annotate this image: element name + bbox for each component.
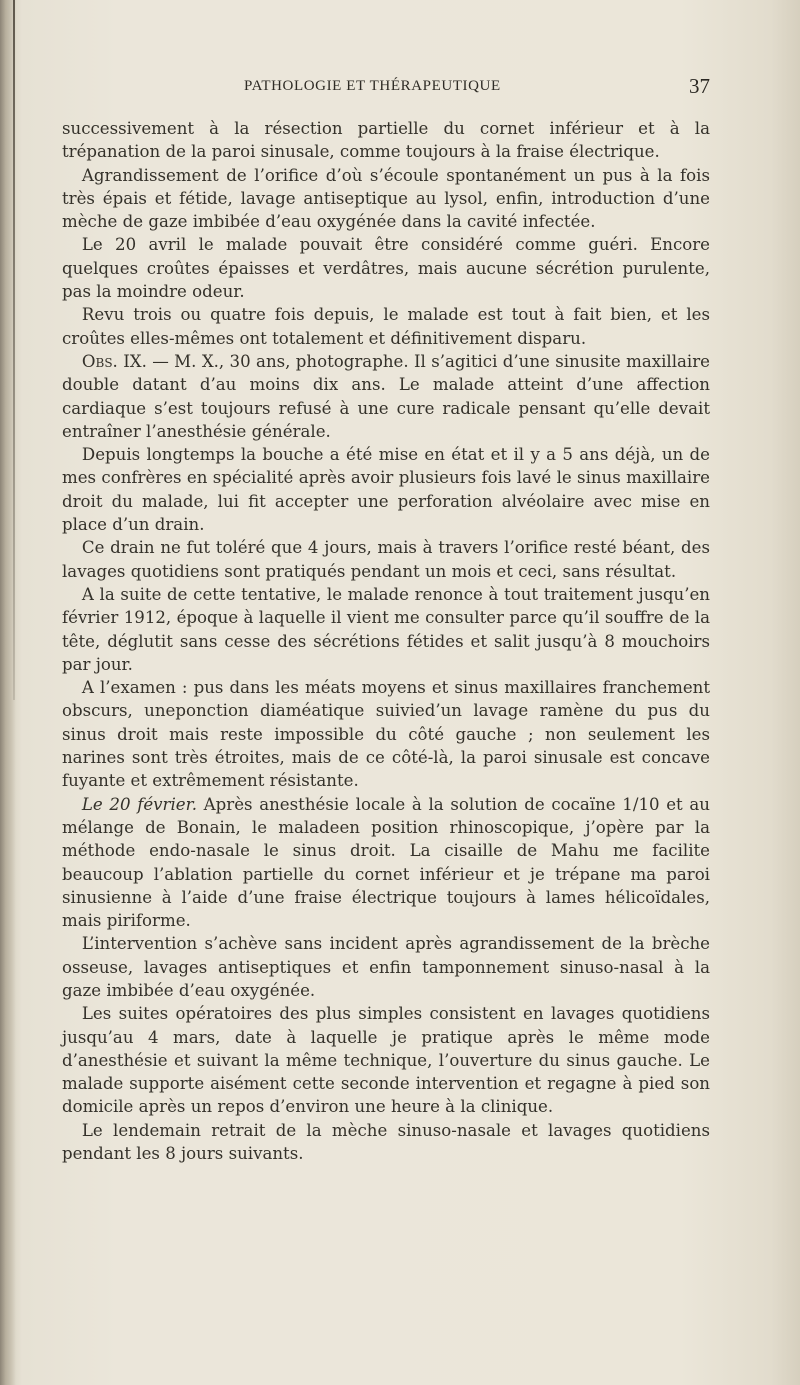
page-number: 37 bbox=[689, 74, 710, 98]
paragraph-2: Agrandissement de l’orifice d’où s’écoule spontanément un pus à la fois très épais et fétide, lavage antiseptique au lysol, enfin, introduction d’une mèche de gaze imbibée d’eau oxygénée dans la cavité infectée. bbox=[62, 165, 710, 232]
paragraph-11: L’intervention s’achève sans incident après agrandissement de la brèche osseuse, lavages antiseptiques et enfin tamponnement sinuso-nasal à la gaze imbibée d’eau oxygénée. bbox=[62, 934, 710, 1000]
running-title: PATHOLOGIE ET THÉRAPEUTIQUE bbox=[244, 78, 501, 94]
paragraph-1: successivement à la résection partielle du cornet inférieur et à la trépanation de la paroi sinusale, comme toujours à la fraise électrique. bbox=[62, 119, 710, 162]
page-gutter-line bbox=[13, 0, 15, 700]
running-header bbox=[62, 74, 710, 98]
observation-label: Obs. IX. bbox=[81, 351, 147, 371]
paragraph-13: Le lendemain retrait de la mèche sinuso-nasale et lavages quotidiens pendant les 8 jours suivants. bbox=[62, 1120, 710, 1164]
paragraph-10-text: Après anesthésie locale à la solution de cocaïne 1/10 et au mélange de Bonain, le maladeen position rhinoscopique, j’opère par la méthode endo-nasale le sinus droit. La cisaille de Mahu me facilite beaucoup l’ablation partielle du cornet inférieur et je trépane ma paroi sinusienne à l’aide d’une fraise électrique toujours à lames hélicoïdales, mais piriforme. bbox=[62, 794, 710, 931]
body-text bbox=[62, 117, 710, 1165]
paragraph-10 bbox=[62, 793, 710, 933]
paragraph-12: Les suites opératoires des plus simples consistent en lavages quotidiens jusqu’au 4 mars, date à laquelle je pratique après le même mode d’anesthésie et suivant la même technique, l’ouverture du sinus gauche. Le malade supporte aisément cette seconde intervention et regagne à pied son domicile après un repos d’environ une heure à la clinique. bbox=[62, 1004, 710, 1117]
paragraph-6: Depuis longtemps la bouche a été mise en état et il y a 5 ans déjà, un de mes confrères en spécialité après avoir plusieurs fois lavé le sinus maxillaire droit du malade, lui fit accepter une perforation alvéolaire avec mise en place d’un drain. bbox=[62, 445, 710, 535]
paragraph-9: A l’examen : pus dans les méats moyens et sinus maxillaires franchement obscurs, uneponction diaméatique suivied’un lavage ramène du pus du sinus droit mais reste impossible du côté gauche ; non seulement les narines sont très étroites, mais de ce côté-là, la paroi sinusale est concave fuyante et extrêmement résistante. bbox=[62, 678, 710, 791]
date-20-fevrier: Le 20 février. bbox=[81, 794, 197, 814]
observation-text: — M. X., 30 ans, photographe. Il s’agitici d’une sinusite maxillaire double datant d’au moins dix ans. Le malade atteint d’une affection cardiaque s’est toujours refusé à une cure radicale pensant qu’elle devait entraîner l’anesthésie générale. bbox=[62, 351, 710, 441]
paragraph-7: Ce drain ne fut toléré que 4 jours, mais à travers l’orifice resté béant, des lavages quotidiens sont pratiqués pendant un mois et ceci, sans résultat. bbox=[62, 538, 710, 581]
paragraph-4: Revu trois ou quatre fois depuis, le malade est tout à fait bien, et les croûtes elles-mêmes ont totalement et définitivement disparu. bbox=[62, 305, 710, 348]
paragraph-3: Le 20 avril le malade pouvait être considéré comme guéri. Encore quelques croûtes épaisses et verdâtres, mais aucune sécrétion purulente, pas la moindre odeur. bbox=[62, 235, 710, 302]
paragraph-8: A la suite de cette tentative, le malade renonce à tout traitement jusqu’en février 1912, époque à laquelle il vient me consulter parce qu’il souffre de la tête, déglutit sans cesse des sécrétions fétides et salit jusqu’à 8 mouchoirs par jour. bbox=[62, 584, 710, 674]
paragraph-observation-9 bbox=[62, 350, 710, 443]
